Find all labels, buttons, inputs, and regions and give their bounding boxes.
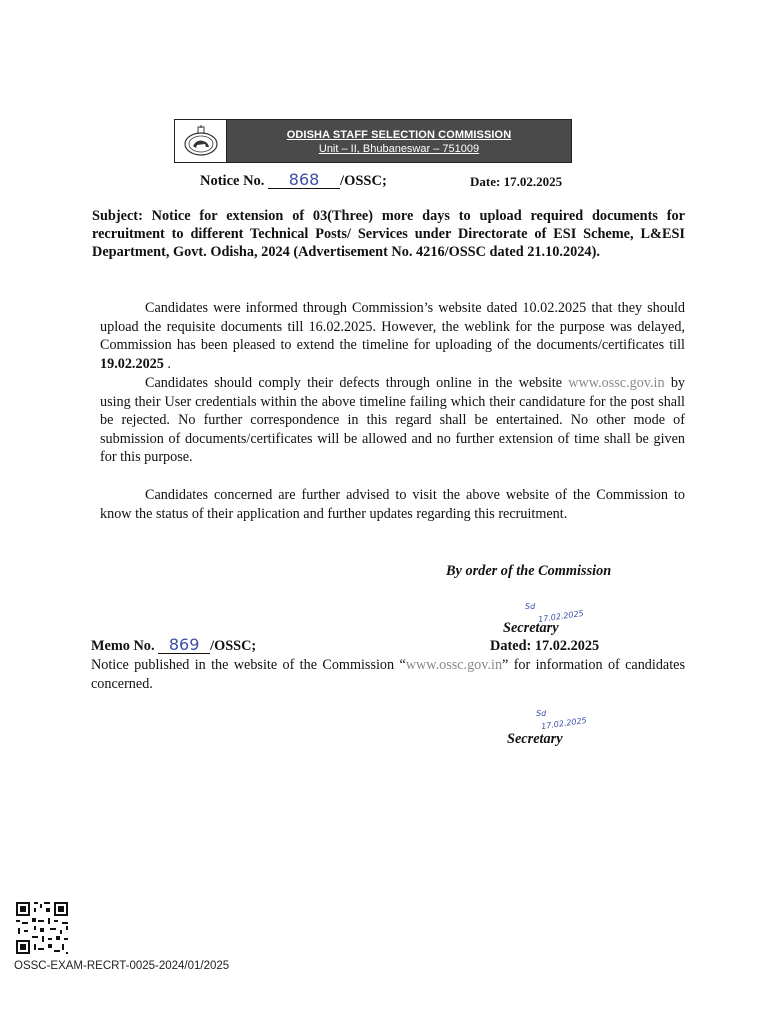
signature-initials-2: Sd <box>536 709 547 718</box>
memo-number-line <box>91 637 256 655</box>
odisha-emblem-logo <box>175 120 227 162</box>
p1-end: . <box>163 355 171 372</box>
memo-suffix: /OSSC; <box>210 638 257 654</box>
memo-label: Memo No. <box>91 638 155 654</box>
notice-suffix: /OSSC; <box>340 173 387 189</box>
notice-number-line <box>200 172 387 190</box>
commission-address: Unit – II, Bhubaneswar – 751009 <box>318 143 480 155</box>
commission-name: ODISHA STAFF SELECTION COMMISSION <box>286 129 512 141</box>
memo-number-handwritten: 869 <box>158 637 210 654</box>
memo-website-link[interactable]: www.ossc.gov.in <box>405 657 503 673</box>
qr-code-icon <box>14 900 70 956</box>
memo-date: Dated: 17.02.2025 <box>490 638 600 654</box>
notice-label: Notice No. <box>200 173 265 189</box>
body-paragraph-3: Candidates concerned are further advised to visit the above website of the Commission to know the status of their application and further updates regarding this recruitment. <box>100 487 685 522</box>
letterhead-banner <box>227 120 571 162</box>
p2-rest: by using their User credentials within the above timeline failing which their candidature for the post shall be rejected. No further correspondence in this regard shall be entertained. No other mode of submission of documents/certificates will be allowed and no further extension of time shall be given for this purpose. <box>100 375 686 466</box>
by-order-line: By order of the Commission <box>446 563 612 579</box>
secretary-title-2: Secretary <box>507 731 563 747</box>
subject-paragraph: Subject: Notice for extension of 03(Three) more days to upload required documents for recruitment to different Technical Posts/ Services under Directorate of ESI Scheme, L&ESI Department, Govt. Odisha, 2024 (Advertisement No. 4216/OSSC dated 21.10.2024). <box>92 208 685 260</box>
website-link[interactable]: www.ossc.gov.in <box>568 375 665 391</box>
notice-number-handwritten: 868 <box>268 172 340 189</box>
secretary-title-1: Secretary <box>503 620 559 636</box>
p2-start: Candidates should comply their defects through online in the website <box>145 375 569 391</box>
document-reference-code: OSSC-EXAM-RECRT-0025-2024/01/2025 <box>14 960 230 972</box>
signature-date-2: 17.02.2025 <box>540 715 588 732</box>
p1-text: Candidates were informed through Commission’s website dated 10.02.2025 that they should upload the requisite documents till 16.02.2025. However, the weblink for the purpose was delayed, Commission has been pleased to extend the timeline for uploading of the documents/certificates till <box>100 300 685 354</box>
body-paragraph-2 <box>100 374 685 467</box>
p1-deadline: 19.02.2025 <box>100 355 164 372</box>
memo-text-end: ” for information of candidates concerned. <box>91 657 685 692</box>
notice-date: Date: 17.02.2025 <box>470 174 563 189</box>
signature-date-1: 17.02.2025 <box>537 608 585 625</box>
memo-paragraph <box>91 656 685 694</box>
letterhead <box>174 119 572 163</box>
memo-text-start: Notice published in the website of the Commission “ <box>91 657 406 673</box>
body-paragraph-1 <box>100 299 685 373</box>
signature-initials-1: Sd <box>525 602 536 611</box>
